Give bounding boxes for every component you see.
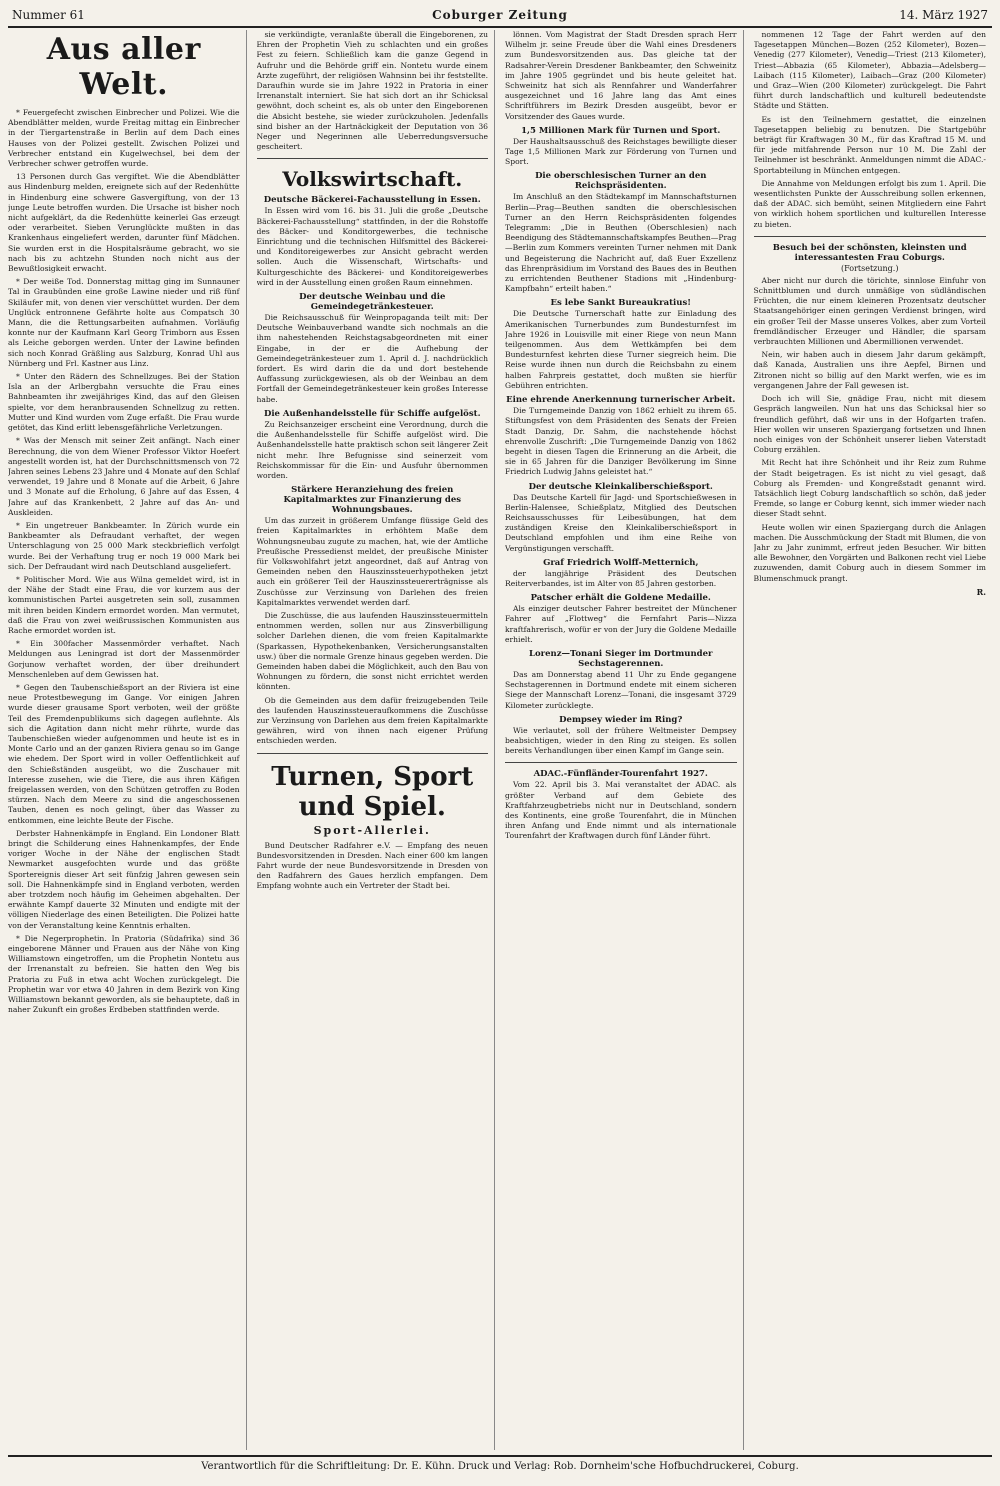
issue-number: Nummer 61 [12, 8, 85, 22]
issue-date: 14. März 1927 [899, 8, 988, 22]
article-title: Lorenz—Tonani Sieger im Dortmunder Sechstagerennen. [529, 648, 713, 669]
article-title: Deutsche Bäckerei-Fachausstellung in Essen. [263, 195, 481, 206]
article-paragraph: Die Zuschüsse, die aus laufenden Hauszinssteuermitteln entnommen werden, sollen nur aus Zinsverbilligung solcher Darlehen dienen, die vom freien Kapitalmarkte (Sparkassen, Hypothekenbanken, Versicherungsanstalten usw.) über die normale Grenze hinaus gegeben werden. Die Gemeinden haben dabei die Möglichkeit, auch den Bau von Wohnungen zu fördern, die sonst nicht errichtet werden könnten. [256, 610, 488, 692]
article-paragraph: * Feuergefecht zwischen Einbrecher und Polizei. Wie die Abendblätter melden, wurde Freitag mittag ein Einbrecher in der Tiergartenstraße in Berlin auf dem Dach eines Hauses von der Polizei gestellt. Zwischen Polizei und Verbrecher entstand ein Kugelwechsel, bei dem der Verbrecher schwer getroffen wurde. [8, 108, 240, 169]
article-paragraph: Um das zurzeit in größerem Umfange flüssige Geld des freien Kapitalmarktes in erhöhtem Maße dem Wohnungsneubau zugute zu machen, hat, wie der Amtliche Preußische Pressedienst meldet, der preußische Minister für Volkswohlfahrt jetzt angeordnet, daß auf Antrag von Gemeinden neben den Hauszinssteuerhypotheken jetzt auch ein größerer Teil der Hauszinssteuererträgnisse als Zuschüsse zur Verzinsung von Darlehen des freien Kapitalmarktes verwendet werden darf. [256, 516, 488, 607]
divider [754, 236, 987, 237]
article-title: 1,5 Millionen Mark für Turnen und Sport. [521, 125, 721, 136]
author-signature: R. [976, 586, 986, 597]
divider [505, 762, 737, 763]
article-paragraph: * Ein 300facher Massenmörder verhaftet. Nach Meldungen aus Leningrad ist dort der Massenmörder Gorjunow verhaftet worden, der über dreihundert Menschenleben auf dem Gewissen hat. [8, 639, 240, 679]
article-paragraph: Wie verlautet, soll der frühere Weltmeister Dempsey beabsichtigen, wieder in den Ring zu steigen. Es sollen bereits Verhandlungen über einen Kampf im Gange sein. [505, 725, 737, 756]
article-paragraph: 13 Personen durch Gas vergiftet. Wie die Abendblätter aus Hindenburg melden, ereignete sich auf der Redenhütte in Hindenburg eine schwere Gasvergiftung, von der 13 junge Leute betroffen wurden. Die Ursache ist bisher noch nicht aufgeklärt, da die Redenhütte keinerlei Gas erzeugt oder verarbeitet. Sieben Verunglückte mußten in das Krankenhaus eingeliefert werden, darunter fünf Mädchen. Sie wurden erst in die Hospitalsräume gebracht, wo sie nach bis zu achtzehn Stunden noch nicht aus der Bewußtlosigkeit erwacht. [8, 172, 240, 274]
article-subtitle: (Fortsetzung.) [841, 263, 899, 273]
column-2 [257, 30, 496, 1450]
article-paragraph: Vom 22. April bis 3. Mai veranstaltet der ADAC. als größter Verband auf dem Gebiete des Kraftfahrzeugbetriebs nicht nur in Deutschland, sondern des Kontinents, eine große Tourenfahrt, die in München ihren Anfang und Ende nimmt und als internationale Tourenfahrt der Kraftwagen durch fünf Länder führt. [505, 780, 737, 841]
article-title: Besuch bei der schönsten, kleinsten und interessantesten Frau Coburgs. [772, 242, 967, 263]
article-paragraph: Der Haushaltsausschuß des Reichstages bewilligte dieser Tage 1,5 Millionen Mark zur Förderung von Turnen und Sport. [505, 136, 737, 167]
article-paragraph: der langjährige Präsident des Deutschen Reiterverbandes, ist im Alter von 85 Jahren gestorben. [505, 568, 737, 588]
article-title: Dempsey wieder im Ring? [559, 714, 683, 725]
article-title: Stärkere Heranziehung des freien Kapitalmarktes zur Finanzierung des Wohnungsbaues. [283, 485, 462, 516]
column-4 [754, 30, 993, 1450]
article-paragraph: Bund Deutscher Radfahrer e.V. — Empfang des neuen Bundesvorsitzenden in Dresden. Nach einer 600 km langen Fahrt wurde der neue Bundesvorsitzende in Dresden von den Radfahrern des Gaues herzlich empfangen. Dem Empfang wohnte auch ein Vertreter der Stadt bei. [256, 840, 488, 891]
article-paragraph: Das am Donnerstag abend 11 Uhr zu Ende gegangene Sechstagerennen in Dortmund endete mit einem sicheren Siege der Mannschaft Lorenz—Tonani, die insgesamt 3729 Kilometer zurücklegte. [505, 669, 737, 710]
article-paragraph: * Unter den Rädern des Schnellzuges. Bei der Station Isla an der Arlbergbahn versuchte die Frau eines Bahnbeamten ihr zweijähriges Kind, das auf den Gleisen spielte, vor dem heranbrausenden Schnellzug zu retten. Mutter und Kind wurden vom Zuge erfaßt. Die Frau wurde getötet, das Kind erlitt lebensgefährliche Verletzungen. [8, 372, 240, 433]
divider [257, 158, 489, 159]
article-paragraph: sie verkündigte, veranlaßte überall die Eingeborenen, zu Ehren der Prophetin Vieh zu schlachten und ein großes Fest zu feiern. Schließlich kam die ganze Gegend in Aufruhr und die Behörde griff ein. Nontetu wurde einem Arzte zugeführt, der religiösen Wahnsinn bei ihr feststellte. Daraufhin wurde sie im Jahre 1922 in Pratoria in einer Irrenanstalt interniert. Sie hat sich dort an ihr Schicksal gewöhnt, doch scheint es, als ob unter den Eingeborenen die Absicht bestehe, sie wieder zurückzuholen. Jedenfalls sind bisher an der Hartnäckigkeit der Deputation von 36 Neger und Negerinnen alle Ueberredungsversuche gescheitert. [256, 30, 488, 152]
article-title: Der deutsche Weinbau und die Gemeindegetränkesteuer. [299, 292, 446, 313]
divider [257, 753, 489, 754]
article-paragraph: * Ein ungetreuer Bankbeamter. In Zürich wurde ein Bankbeamter als Defraudant verhaftet, der wegen Unterschlagung von 25 000 Mark steckbrieflich verfolgt wurde. Bei der Verhaftung trug er noch 19 000 Mark bei sich. Der Defraudant wird nach Deutschland ausgeliefert. [8, 520, 240, 571]
article-paragraph: * Was der Mensch mit seiner Zeit anfängt. Nach einer Berechnung, die von dem Wiener Professor Viktor Hoefert angestellt worden ist, hat der Durchschnittsmensch von 72 Jahren seines Lebens 23 Jahre und 4 Monate auf den Schlaf verwendet, 19 Jahre und 8 Monate auf die Arbeit, 6 Jahre und 3 Monate auf die Erholung, 6 Jahre auf das Essen, 4 Jahre auf das Krankenbett, 2 Jahre auf das An- und Auskleiden. [8, 436, 240, 517]
masthead [8, 6, 992, 28]
article-paragraph: Das Deutsche Kartell für Jagd- und Sportschießwesen in Berlin-Halensee, Schießplatz, Mitglied des Deutschen Reichsausschusses für Leibesübungen, hat dem zuständigen Kreise den Kleinkaliberschießsport in Deutschland empfohlen und ihm eine Reihe von Vergünstigungen verschafft. [505, 492, 737, 553]
article-paragraph: * Der weiße Tod. Donnerstag mittag ging im Sunnauner Tal in Graubünden eine große Lawine nieder und riß fünf Skiläufer mit, von denen vier verschüttet wurden. Der dem Unglück entronnene Gefährte holte aus Compatsch 30 Mann, die die Rettungsarbeiten aufnahmen. Vorläufig konnte nur der Kaufmann Karl Georg Trimborn aus Essen als Leiche geborgen werden. Unter der Lawine befinden sich noch Konrad Gräßling aus Salzburg, Konrad Uhl aus Nürnberg und Frl. Kastner aus Linz. [8, 277, 240, 368]
article-paragraph: * Die Negerprophetin. In Pratoria (Südafrika) sind 36 eingeborene Männer und Frauen aus der Nähe von King Williamstown eingetroffen, um die Prophetin Nontetu aus der Irrenanstalt zu befreien. Sie hatten den Weg bis Pratoria zu Fuß in etwa acht Wochen zurückgelegt. Die Prophetin war vor etwa 40 Jahren in dem Bezirk von King Williamstown bekannt geworden, als sie behauptete, daß in naher Zukunft ein großes Erdbeben stattfinden werde. [8, 933, 240, 1015]
columns [8, 30, 992, 1450]
article-paragraph: Im Anschluß an den Städtekampf im Mannschaftsturnen Berlin—Prag—Beuthen sandten die oberschlesischen Turner an den Herrn Reichspräsidenten folgendes Telegramm: „Die in Beuthen (Oberschlesien) nach Beendigung des Städtemannschaftskampfes Beuthen—Prag—Berlin zum Kommers vereinten Turner nehmen mit Dank und Begeisterung die Nachricht auf, daß Euer Exzellenz das Ehrenpräsidium im Vorstand des Baues des in Beuthen zu errichtenden Beuthener Stadions mit „Hindenburg-Kampfbahn“ erteilt haben.“ [505, 192, 737, 294]
article-title: Die Außenhandelsstelle für Schiffe aufgelöst. [263, 408, 481, 419]
article-title: Der deutsche Kleinkaliberschießsport. [528, 481, 713, 492]
section-heading-aus-aller-welt: Aus aller Welt. [46, 32, 201, 102]
article-title: Patscher erhält die Goldene Medaille. [530, 593, 711, 604]
article-paragraph: * Politischer Mord. Wie aus Wilna gemeldet wird, ist in der Nähe der Stadt eine Frau, die vor kurzem aus der kommunistischen Partei ausgetreten sein soll, zusammen mit ihren beiden Kindern ermordet worden. Man vermutet, daß die Frau von zwei weißrussischen Kommunisten aus Rache ermordet worden ist. [8, 574, 240, 635]
article-paragraph: Als einziger deutscher Fahrer bestreitet der Münchener Fahrer auf „Flottweg“ die Fernfahrt Paris—Nizza kraftfahrerisch, wofür er von der Jury die Goldene Medaille erhielt. [505, 604, 737, 644]
article-paragraph: nommenen 12 Tage der Fahrt werden auf den Tagesetappen München—Bozen (252 Kilometer), Bozen—Venedig (277 Kilometer), Venedig—Triest (213 Kilometer), Triest—Abbazia (65 Kilometer), Abbazia—Adelsberg—Laibach (115 Kilometer), Laibach—Graz (200 Kilometer) und Graz—Wien (200 Kilometer) zurückgelegt. Die Fahrt führt durch landschaftlich und kulturell bedeutendste Städte und Stätten. [753, 30, 986, 111]
article-paragraph: Die Turngemeinde Danzig von 1862 erhielt zu ihrem 65. Stiftungsfest von dem Präsidenten des Senats der Freien Stadt Danzig, Dr. Sahm, die nachstehende höchst ehrenvolle Zuschrift: „Die Turngemeinde Danzig von 1862 begeht in diesen Tagen die Erinnerung an die Arbeit, die sie in 65 Jahren für die Danziger Bevölkerung im Sinne Friedrich Ludwig Jahns geleistet hat.“ [505, 406, 737, 477]
article-title: Eine ehrende Anerkennung turnerischer Arbeit. [506, 395, 736, 406]
column-3 [505, 30, 744, 1450]
article-paragraph: * Gegen den Taubenschießsport an der Riviera ist eine neue Protestbewegung im Gange. Vor einigen Jahren wurde dieser grausame Sport verboten, weil der größte Teil des Fremdenpublikums sich dagegen auflehnte. Als sich die Agitation dann nicht mehr rührte, wurde das Taubenschießen wieder aufgenommen und heute ist es in Monte Carlo und an der ganzen Riviera genau so im Gange wie ehedem. Der Sport wird in voller Oeffentlichkeit auf den Schießständen ausgeübt, wo die Zuschauer mit Interesse zusehen, wie die Tiere, die aus ihren Käfigen freigelassen werden, von den Schützen getroffen zu Boden stürzen. Nach dem Meere zu sind die angeschossenen Tauben, denen es noch gelingt, über das Wasser zu entkommen, eine leichte Beute der Fische. [8, 682, 240, 825]
article-paragraph: Aber nicht nur durch die törichte, sinnlose Einfuhr von Schnittblumen und durch unmäßige von südländischen Früchten, die nur einem kleineren Prozentsatz deutscher Staatsangehöriger einen geringen Verdienst bringen, wird ein großer Teil der Masse unseres Volkes, aber zum Vorteil fremdländischer Erzeuger und Händler, die sparsam verbrauchten Millionen und Abermillionen verwendet. [753, 275, 986, 347]
article-paragraph: Nein, wir haben auch in diesem Jahr darum gekämpft, daß Kanada, Australien uns ihre Aepfel, Birnen und Zitronen nicht so billig auf den Markt werfen, wie es im vergangenen Jahre der Fall gewesen ist. [753, 350, 986, 390]
column-1 [8, 30, 247, 1450]
article-title: ADAC.-Fünfländer-Tourenfahrt 1927. [533, 769, 708, 780]
article-paragraph: Die Reichsausschuß für Weinpropaganda teilt mit: Der Deutsche Weinbauverband wandte sich nochmals an die ihm nahestehenden Reichstagsabgeordneten mit einer Eingabe, in der er die Aufhebung der Gemeindegetränkesteuer zum 1. April d. J. nachdrücklich fordert. Es wird darin die da und dort bestehende Auffassung zurückgewiesen, als ob der Weinbau an dem Fortfall der Gemeindegetränkesteuer kein großes Interesse habe. [256, 313, 488, 404]
section-subheading: Sport-Allerlei. [313, 823, 431, 837]
article-title: Die oberschlesischen Turner an den Reichspräsidenten. [535, 171, 707, 192]
article-paragraph: In Essen wird vom 16. bis 31. Juli die große „Deutsche Bäckerei-Fachausstellung“ stattfinden, in der die Rohstoffe des Bäcker- und Konditorgewerbes, die technische Einrichtung und die technischen Hilfsmittel des Bäckerei- und Konditoreigewerbes zur Ansicht gebracht werden sollen. Auch die Wissenschaft, Wirtschafts- und Kulturgeschichte des Bäckerei- und Konditoreigewerbes wird in der Ausstellung einen großen Raum einnehmen. [256, 206, 488, 287]
section-heading-turnen-sport-spiel: Turnen, Sport und Spiel. [271, 761, 474, 822]
imprint-footer: Verantwortlich für die Schriftleitung: Dr. E. Kühn. Druck und Verlag: Rob. Dornheim'sche Hofbuchdruckerei, Coburg. [8, 1455, 992, 1483]
article-paragraph: Heute wollen wir einen Spaziergang durch die Anlagen machen. Die Ausschmückung der Stadt mit Blumen, die von Jahr zu Jahr zunimmt, erfreut jeden Besucher. Wir bitten alle Bewohner, den Vorgärten und Balkonen recht viel Liebe zuzuwenden, damit Coburg auch in diesem Sommer im Blumenschmuck prangt. [753, 522, 986, 583]
article-title: Es lebe Sankt Bureaukratius! [550, 298, 691, 309]
article-paragraph: Zu Reichsanzeiger erscheint eine Verordnung, durch die die Außenhandelsstelle für Schiffe aufgelöst wird. Die Außenhandelsstelle hatte praktisch schon seit längerer Zeit nicht mehr. Ihre Befugnisse sind seinerzeit vom Reichskommissar für die Ein- und Ausfuhr übernommen worden. [256, 419, 488, 480]
article-paragraph: Ob die Gemeinden aus dem dafür freizugebenden Teile des laufenden Hauszinssteueraufkommens die Zuschüsse zur Verzinsung von Darlehen aus dem freien Kapitalmarkte gewähren, wird von ihnen nach eigener Prüfung entschieden werden. [256, 695, 488, 746]
article-paragraph: lönnen. Vom Magistrat der Stadt Dresden sprach Herr Wilhelm jr. seine Freude über die Wahl eines Dresdeners zum Bundesvorsitzenden aus. Das gleiche tat der Radsahrer-Verein Dresdener Bankbeamter, den Schweinitz im Jahre 1905 gegründet und bis heute geleitet hat. Schweinitz hat sich als Rennfahrer und Wanderfahrer ausgezeichnet und 16 Jahre lang das Amt eines Schriftführers im Bezirk Dresden ausgeübt, bevor er Vorsitzender des Gaues wurde. [505, 30, 737, 121]
article-paragraph: Die Annahme von Meldungen erfolgt bis zum 1. April. Die wesentlichsten Punkte der Ausschreibung sollen erkennen, daß der ADAC. sich bemüht, seinen Mitgliedern eine Fahrt von wirklich hohem sportlichen und kulturellen Interesse zu bieten. [753, 178, 986, 229]
article-paragraph: Doch ich will Sie, gnädige Frau, nicht mit diesem Gespräch langweilen. Nun hat uns das Schicksal hier so freundlich geführt, daß wir uns in der Hofgarten trafen. Hier wollen wir unseren Spaziergang fortsetzen und Ihnen noch einiges von der Schönheit unserer lieben Vaterstadt Coburg erzählen. [753, 394, 986, 455]
article-paragraph: Mit Recht hat ihre Schönheit und ihr Reiz zum Ruhme der Stadt beigetragen. Es ist nicht zu viel gesagt, daß Coburg als Fremden- und Kongreßstadt genannt wird. Tatsächlich liegt Coburg landschaftlich so schön, daß jeder Fremde, so lange er Coburg kennt, sich immer wieder nach dieser Stadt sehnt. [753, 458, 986, 519]
article-paragraph: Derbster Hahnenkämpfe in England. Ein Londoner Blatt bringt die Schilderung eines Hahnenkampfes, der Ende voriger Woche in der Nähe der englischen Stadt Newmarket ausgefochten wurde und das größte Sportereignis dieser Art seit fünfzig Jahren gewesen sein soll. Die Hahnenkämpfe sind in England verboten, werden aber trotzdem noch häufig im Geheimen abgehalten. Der erwähnte Kampf dauerte 32 Minuten und endigte mit der völligen Niederlage des einen Beteiligten. Die Polizei hatte von der Veranstaltung keine Kenntnis erhalten. [8, 828, 240, 930]
section-heading-volkswirtschaft: Volkswirtschaft. [282, 167, 463, 192]
article-paragraph: Die Deutsche Turnerschaft hatte zur Einladung des Amerikanischen Turnerbundes zum Bundesturnfest im Jahre 1926 in Louisville mit einer Riege von neun Mann teilgenommen. Aus dem Wettkämpfen bei dem Bundesturnfest kehrten diese Turner siegreich heim. Die Reise wurde ihnen nun durch die Reichsbahn zu einem halben Fahrpreis gestattet, doch mußten sie hierfür Gebühren entrichten. [505, 309, 737, 390]
article-paragraph: Es ist den Teilnehmern gestattet, die einzelnen Tagesetappen beliebig zu benutzen. Die Startgebühr beträgt für Kraftwagen 30 M., für das Kraftrad 15 M. und für jede mitfahrende Person nur 10 M. Die Zahl der Teilnehmer ist beschränkt. Anmeldungen nimmt die ADAC.-Sportabteilung in München entgegen. [753, 114, 986, 175]
article-title: Graf Friedrich Wolff-Metternich, [543, 557, 699, 568]
paper-title: Coburger Zeitung [432, 8, 568, 22]
